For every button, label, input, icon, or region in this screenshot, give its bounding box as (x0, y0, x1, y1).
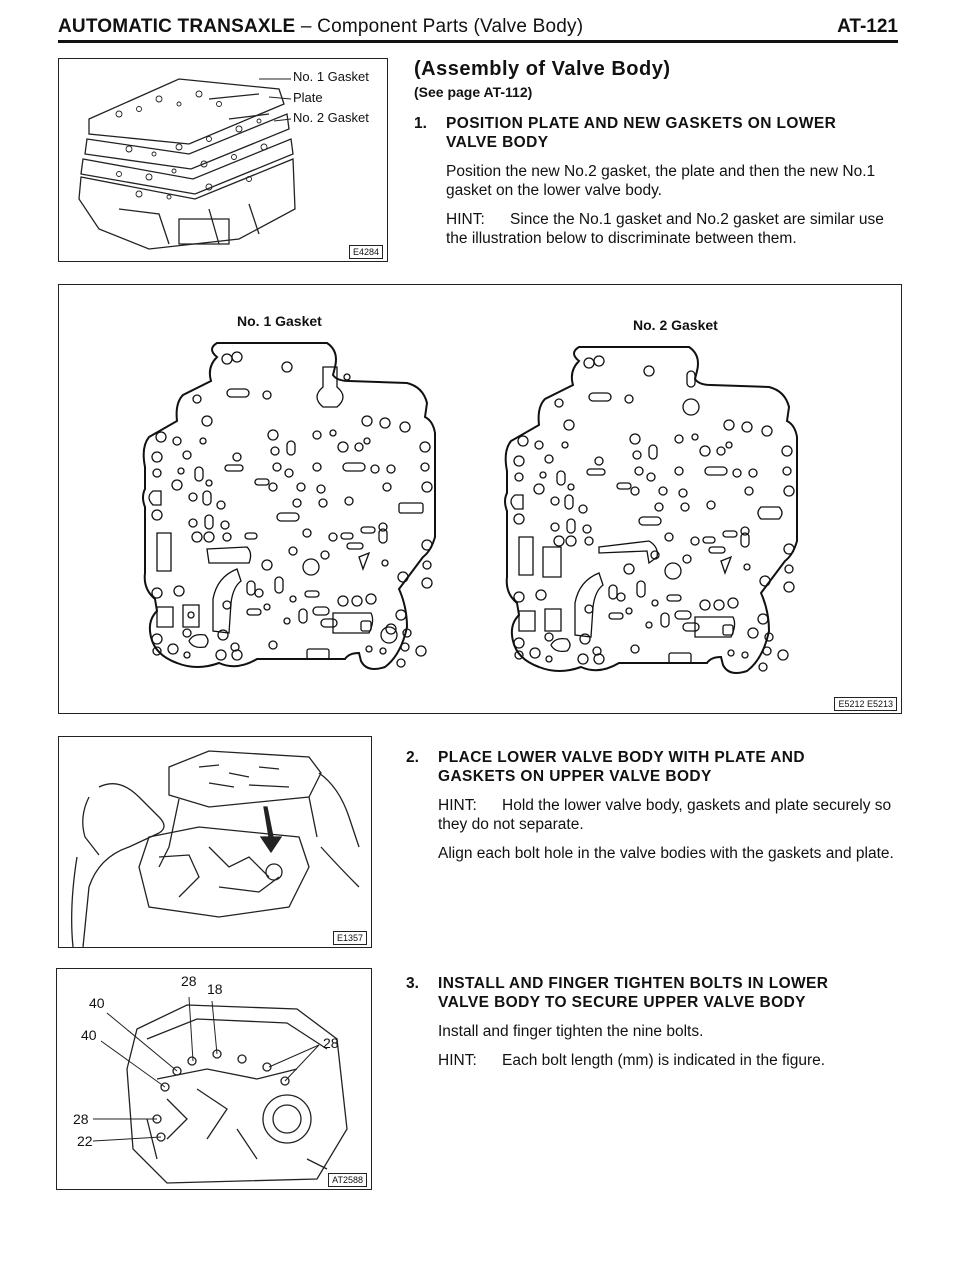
step-2 (406, 748, 904, 786)
no1-gasket-drawing (137, 337, 457, 687)
step-number: 1. (414, 115, 427, 132)
bolt-length-label: 28 (181, 973, 197, 989)
page-header (58, 8, 898, 43)
see-page-reference: (See page AT-112) (414, 84, 533, 100)
step-hint (446, 210, 904, 248)
hint-text: Each bolt length (mm) is indicated in the figure. (502, 1052, 826, 1069)
valve-body-illustration (59, 59, 389, 263)
header-title-bold: AUTOMATIC TRANSAXLE (58, 16, 296, 37)
hint-text: Since the No.1 gasket and No.2 gasket are similar use the illustration below to discriminate between them. (446, 211, 884, 247)
step-1 (414, 114, 904, 152)
bolt-length-label: 28 (323, 1035, 339, 1051)
step-3 (406, 974, 904, 1012)
bolt-length-label: 40 (81, 1027, 97, 1043)
bolt-length-label: 18 (207, 981, 223, 997)
step-title: PLACE LOWER VALVE BODY WITH PLATE AND GASKETS ON UPPER VALVE BODY (438, 749, 805, 785)
step-hint (438, 796, 904, 834)
step-number: 3. (406, 975, 419, 992)
callout-no1-gasket: No. 1 Gasket (293, 69, 369, 84)
bolt-length-label: 28 (73, 1111, 89, 1127)
section-assembly (414, 60, 904, 248)
step-paragraph: Align each bolt hole in the valve bodies with the gaskets and plate. (438, 845, 894, 862)
label-no2-gasket: No. 2 Gasket (633, 317, 718, 333)
step-title: INSTALL AND FINGER TIGHTEN BOLTS IN LOWER VALVE BODY TO SECURE UPPER VALVE BODY (438, 975, 829, 1011)
figure-place-lower-valve-body (58, 736, 372, 948)
label-no1-gasket: No. 1 Gasket (237, 313, 322, 329)
hands-valve-body-illustration (59, 737, 373, 949)
step-3-block (406, 974, 904, 1070)
step-title: POSITION PLATE AND NEW GASKETS ON LOWER VALVE BODY (446, 115, 837, 151)
figure-gasket-comparison (58, 284, 902, 714)
step-2-block (406, 748, 904, 863)
bolt-length-label: 22 (77, 1133, 93, 1149)
page-number: AT-121 (837, 16, 898, 37)
figure-bolt-lengths (56, 968, 372, 1190)
figure-valve-body-gaskets (58, 58, 388, 262)
section-title: (Assembly of Valve Body) (414, 58, 671, 80)
step-paragraph: Install and finger tighten the nine bolts. (438, 1023, 704, 1040)
hint-label: HINT: (446, 211, 485, 228)
hint-label: HINT: (438, 797, 477, 814)
step-number: 2. (406, 749, 419, 766)
no2-gasket-drawing (499, 341, 819, 691)
callout-plate: Plate (293, 90, 323, 105)
figure-code: E5212 E5213 (834, 697, 897, 711)
figure-code: AT2588 (328, 1173, 367, 1187)
hint-text: Hold the lower valve body, gaskets and plate securely so they do not separate. (438, 797, 892, 833)
step-hint (438, 1051, 904, 1070)
header-title (58, 16, 583, 38)
callout-no2-gasket: No. 2 Gasket (293, 110, 369, 125)
hint-label: HINT: (438, 1052, 477, 1069)
step-paragraph: Position the new No.2 gasket, the plate and then the new No.1 gasket on the lower valve body. (446, 163, 876, 199)
figure-code: E4284 (349, 245, 383, 259)
bolt-length-label: 40 (89, 995, 105, 1011)
header-title-rest: – Component Parts (Valve Body) (295, 16, 584, 37)
figure-code: E1357 (333, 931, 367, 945)
